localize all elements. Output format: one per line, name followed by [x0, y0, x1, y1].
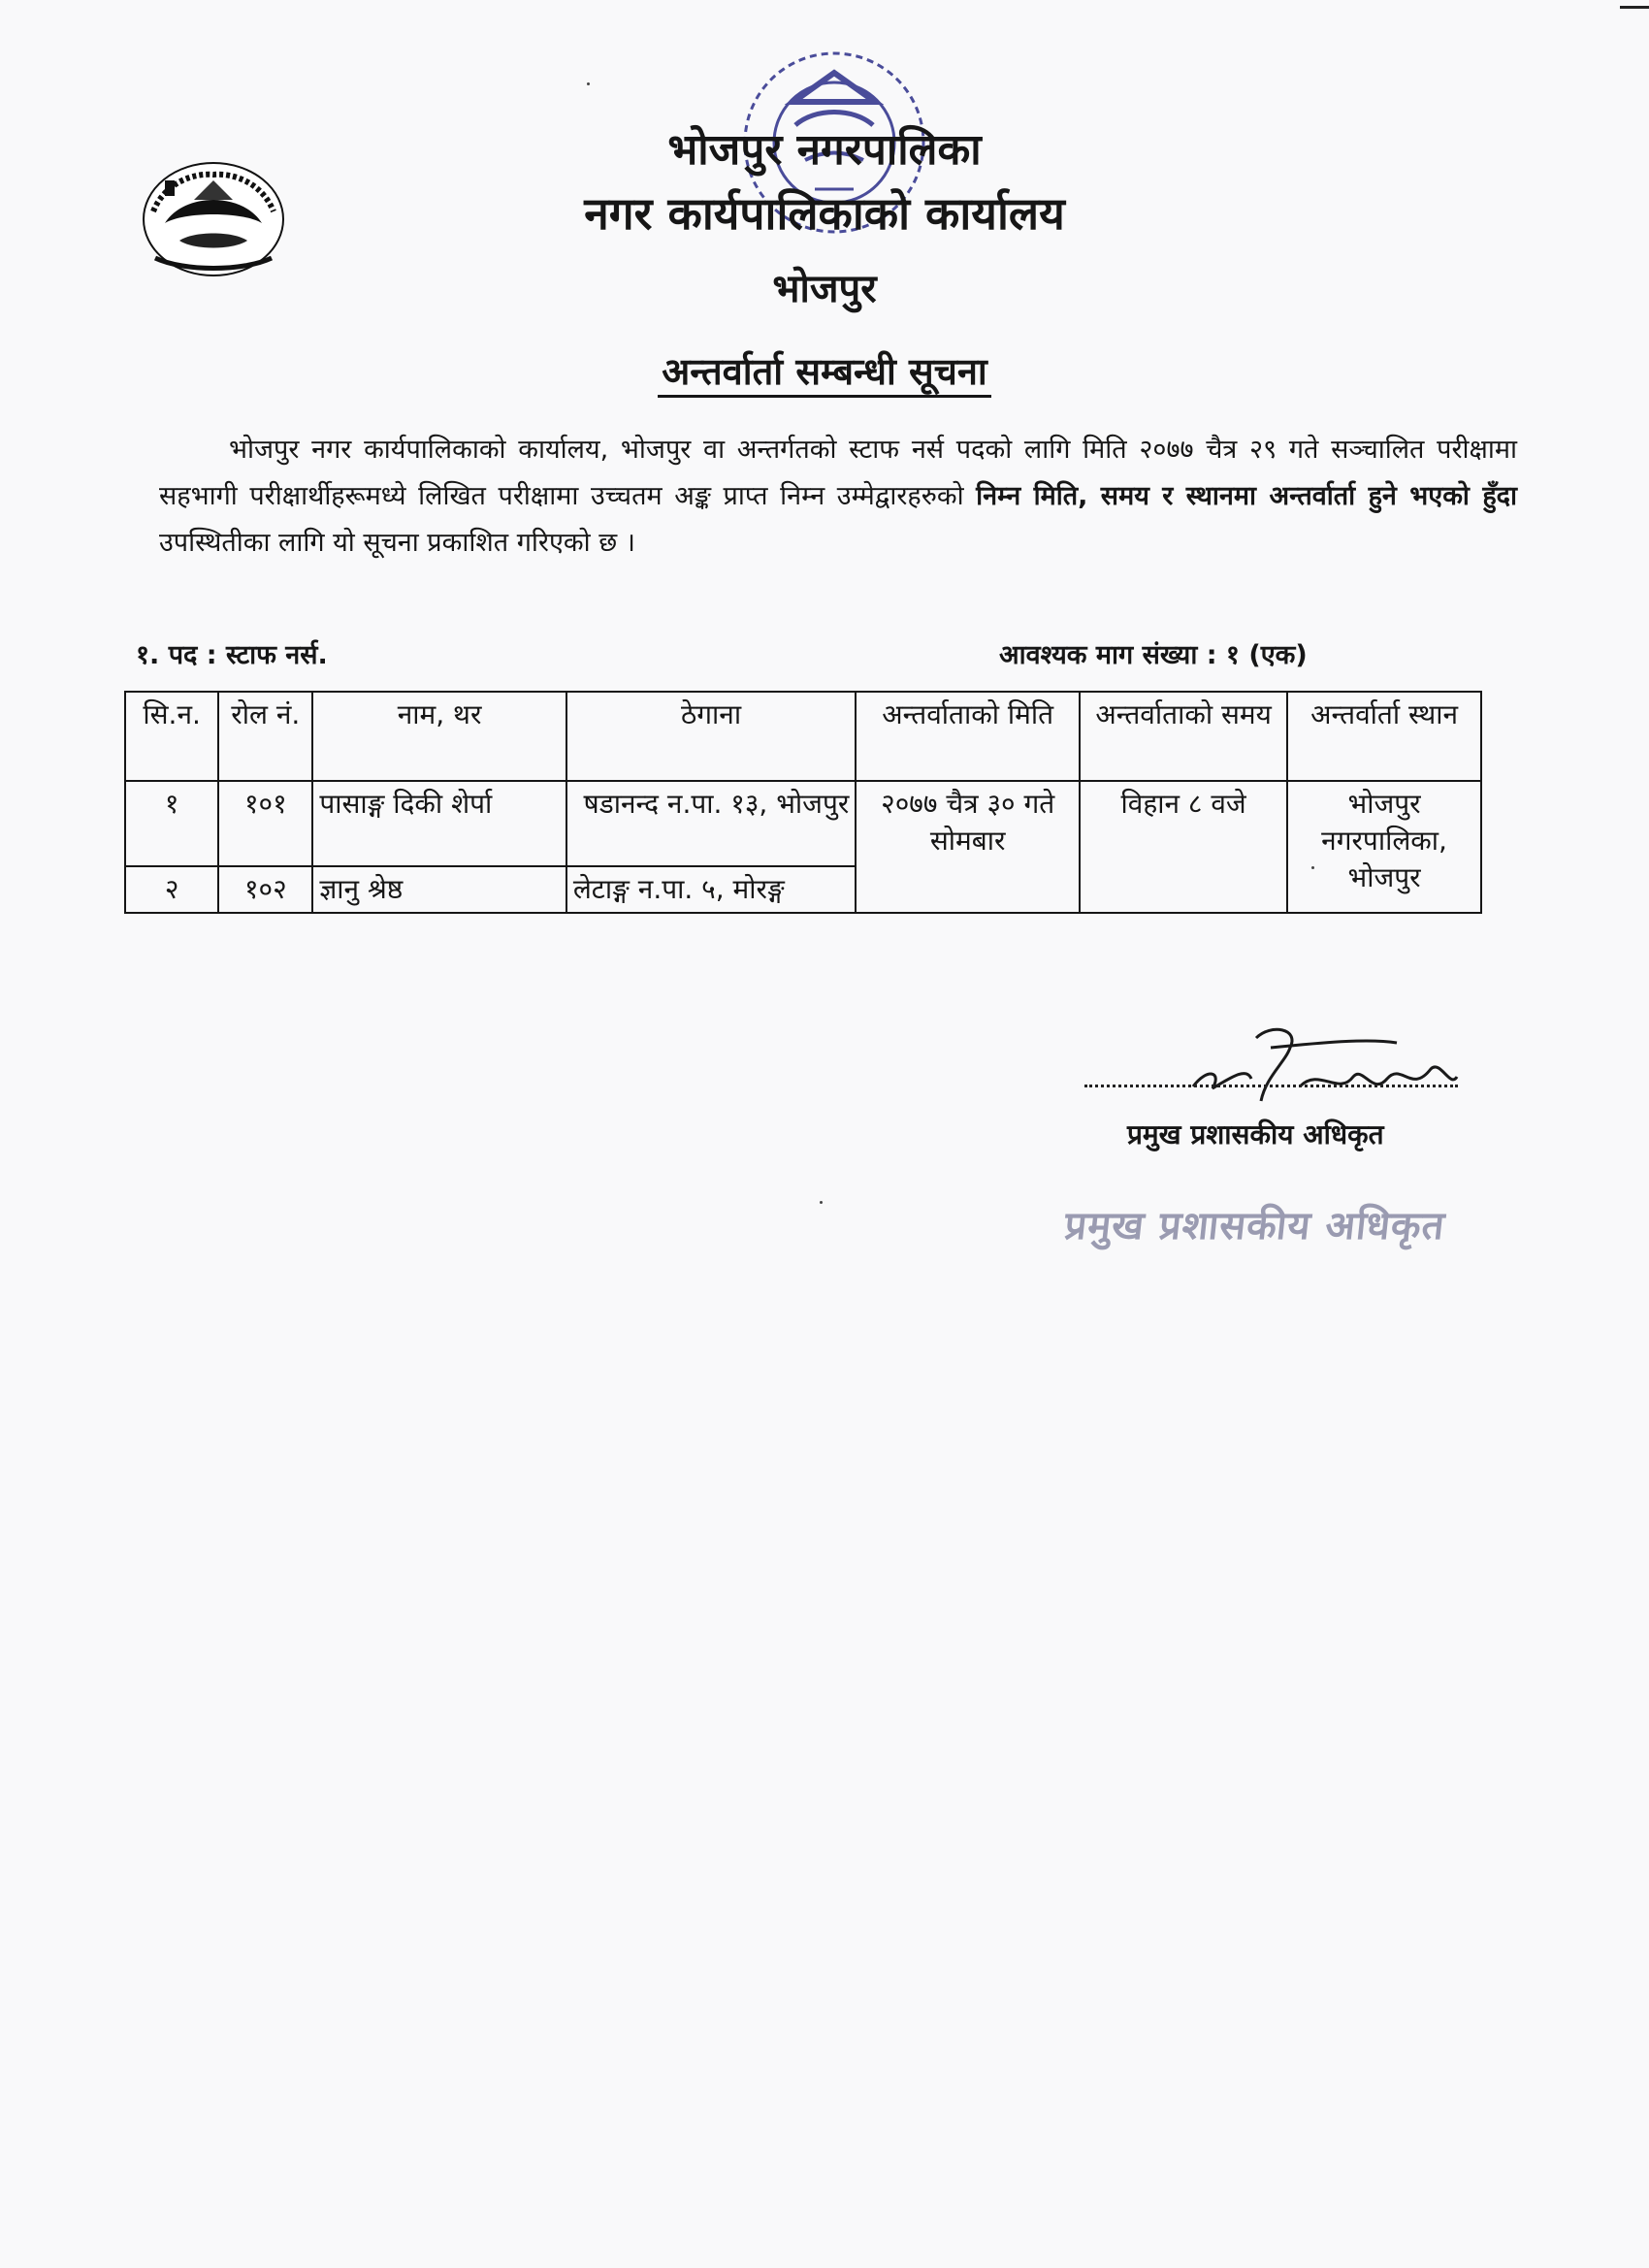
cell-roll: १०१ — [218, 781, 312, 866]
scan-edge-mark — [1620, 6, 1649, 9]
col-header-name: नाम, थर — [312, 692, 566, 781]
cell-date: २०७७ चैत्र ३० गते सोमबार — [856, 781, 1080, 913]
header-location: भोजपुर — [772, 267, 877, 311]
table-row — [125, 781, 1481, 866]
cell-roll: १०२ — [218, 866, 312, 913]
notice-body-text: भोजपुर नगर कार्यपालिकाको कार्यालय, भोजपुर वा अन्तर्गतको स्टाफ नर्स पदको लागि मिति २०७७ चैत्र २९ गते सञ्चालित परीक्षामा सहभागी परीक्षार्थीहरूमध्ये लिखित परीक्षामा उच्चतम अङ्क प्राप्त निम्न उम्मेद्वारहरुको — [159, 435, 1517, 511]
faded-designation-stamp: प्रमुख प्रशासकीय अधिकृत — [1062, 1204, 1448, 1248]
scan-speck — [1311, 866, 1314, 869]
notice-body-bold: निम्न मिति, समय र स्थानमा अन्तर्वार्ता हुने भएको हुँदा — [976, 481, 1517, 511]
col-header-roll: रोल नं. — [218, 692, 312, 781]
post-label: १. पद : स्टाफ नर्स. — [136, 640, 328, 670]
cell-place: भोजपुर नगरपालिका, भोजपुर — [1287, 781, 1481, 913]
cell-name: ज्ञानु श्रेष्ठ — [312, 866, 566, 913]
notice-title-text: अन्तर्वार्ता सम्बन्धी सूचना — [658, 350, 991, 398]
demand-count-label: आवश्यक माग संख्या : १ (एक) — [999, 640, 1308, 670]
signature-line — [1084, 1085, 1458, 1087]
col-header-sn: सि.न. — [125, 692, 218, 781]
cell-address: षडानन्द न.पा. १३, भोजपुर — [566, 781, 856, 866]
cell-sn: २ — [125, 866, 218, 913]
cell-address: लेटाङ्ग न.पा. ५, मोरङ्ग — [566, 866, 856, 913]
col-header-address: ठेगाना — [566, 692, 856, 781]
col-header-date: अन्तर्वाताको मिति — [856, 692, 1080, 781]
scan-speck — [820, 1201, 823, 1204]
table-header-row — [125, 692, 1481, 781]
cell-sn: १ — [125, 781, 218, 866]
candidate-table — [124, 691, 1482, 914]
header-municipality: भोजपुर नगरपालिका — [667, 125, 982, 175]
cell-time: विहान ८ वजे — [1080, 781, 1287, 913]
scan-speck — [587, 82, 590, 85]
signatory-title: प्रमुख प्रशासकीय अधिकृत — [1127, 1118, 1384, 1150]
handwritten-signature — [1154, 1009, 1465, 1116]
header-office: नगर कार्यपालिकाको कार्यालय — [584, 187, 1065, 240]
cell-name: पासाङ्ग दिकी शेर्पा — [312, 781, 566, 866]
notice-title — [0, 345, 1649, 396]
col-header-place: अन्तर्वार्ता स्थान — [1287, 692, 1481, 781]
col-header-time: अन्तर्वाताको समय — [1080, 692, 1287, 781]
notice-body — [159, 427, 1517, 567]
notice-body-tail: उपस्थितीका लागि यो सूचना प्रकाशित गरिएको छ । — [159, 528, 635, 558]
